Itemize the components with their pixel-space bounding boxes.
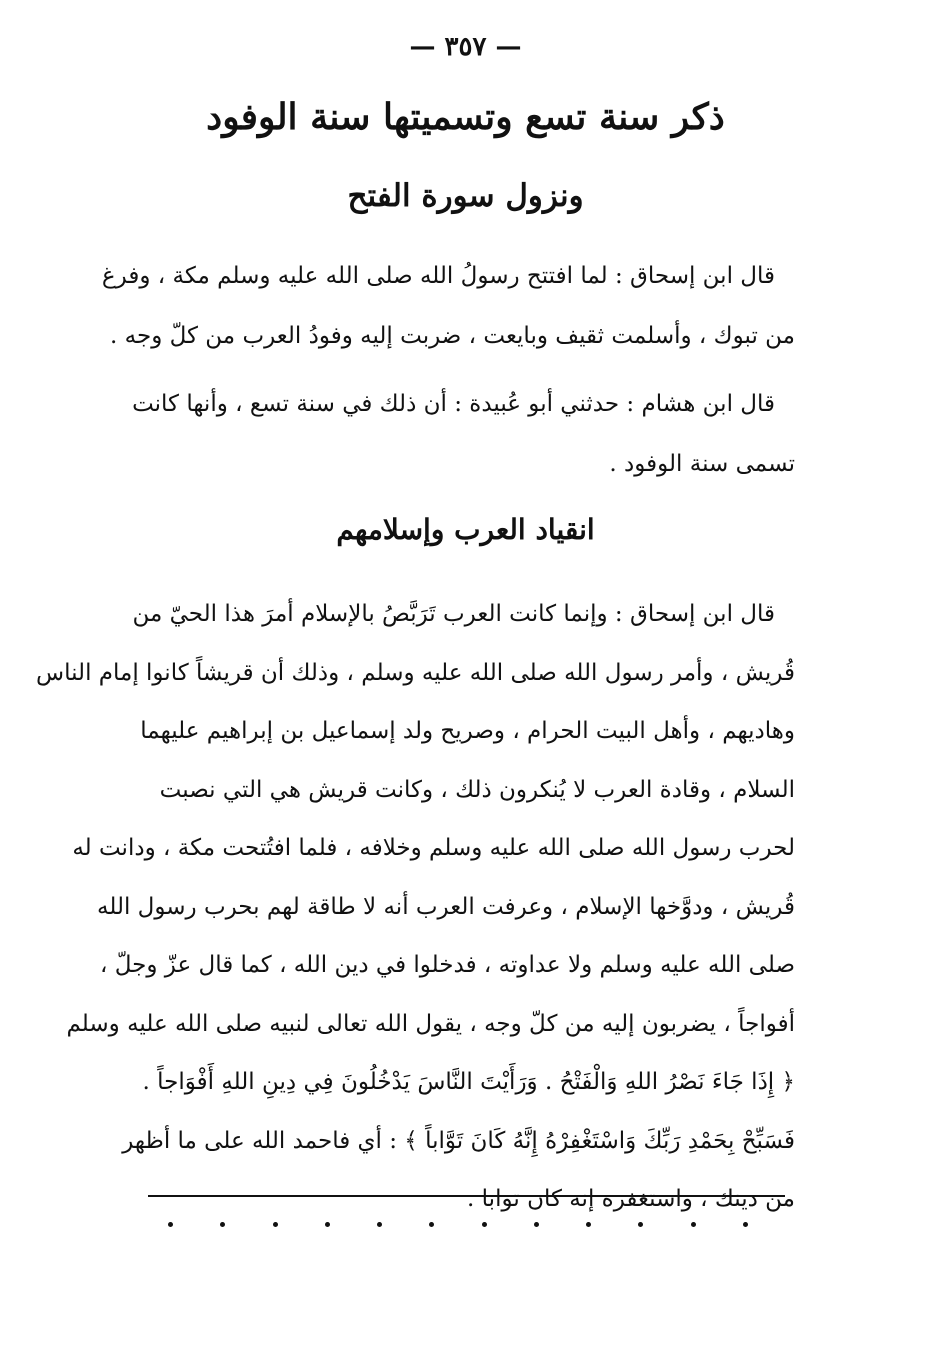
text-line: قال ابن إسحاق : وإنما كانت العرب تَرَبَّصُ بالإسلام أمرَ هذا الحيّ من	[132, 601, 775, 627]
chapter-subtitle: ونزول سورة الفتح	[347, 178, 584, 214]
text-line: قال ابن إسحاق : لما افتتح رسولُ الله صلى الله عليه وسلم مكة ، وفرغ	[101, 263, 775, 289]
text-line: من دينك ، واستغفره إنه كان توابا .	[467, 1186, 795, 1212]
dot-ornament	[273, 1222, 278, 1227]
dot-ornament	[743, 1222, 748, 1227]
text-line: قُريش ، ودوَّخها الإسلام ، وعرفت العرب أنه لا طاقة لهم بحرب رسول الله	[97, 893, 795, 920]
footer-divider	[148, 1195, 785, 1197]
dot-ornament	[586, 1222, 591, 1227]
dot-ornament	[168, 1222, 173, 1227]
text-line: قُريش ، وأمر رسول الله صلى الله عليه وسلم ، وذلك أن قريشاً كانوا إمام الناس	[36, 659, 795, 686]
dot-ornament	[691, 1222, 696, 1227]
dot-ornament	[325, 1222, 330, 1227]
dot-ornament	[429, 1222, 434, 1227]
paragraph-2	[132, 374, 795, 494]
dot-ornament	[638, 1222, 643, 1227]
dot-ornament	[482, 1222, 487, 1227]
text-line: أفواجاً ، يضربون إليه من كلّ وجه ، يقول الله تعالى لنبيه صلى الله عليه وسلم	[66, 1010, 795, 1037]
footer-dots	[168, 1222, 748, 1227]
section-heading: انقياد العرب وإسلامهم	[336, 513, 595, 546]
dot-ornament	[534, 1222, 539, 1227]
text-line: السلام ، وقادة العرب لا يُنكرون ذلك ، وكانت قريش هي التي نصبت	[159, 776, 795, 803]
text-line: تسمى سنة الوفود .	[609, 451, 795, 477]
text-line: صلى الله عليه وسلم ولا عداوته ، فدخلوا في دين الله ، كما قال عزّ وجلّ ،	[99, 952, 795, 978]
text-line: قال ابن هشام : حدثني أبو عُبيدة : أن ذلك في سنة تسع ، وأنها كانت	[132, 391, 775, 417]
page-number: — ٣٥٧ —	[409, 32, 522, 62]
text-line: من تبوك ، وأسلمت ثقيف وبايعت ، ضربت إليه وفودُ العرب من كلّ وجه .	[110, 323, 795, 349]
quran-line: ﴿ إِذَا جَاءَ نَصْرُ اللهِ وَالْفَتْحُ . وَرَأَيْتَ النَّاسَ يَدْخُلُونَ فِي دِينِ اللهِ أَفْوَاجاً .	[142, 1069, 795, 1095]
chapter-title: ذكر سنة تسع وتسميتها سنة الوفود	[206, 96, 725, 138]
dot-ornament	[377, 1222, 382, 1227]
text-line: وهاديهم ، وأهل البيت الحرام ، وصريح ولد إسماعيل بن إبراهيم عليهما	[140, 718, 795, 744]
paragraph-1	[101, 246, 795, 366]
text-line: لحرب رسول الله صلى الله عليه وسلم وخلافه ، فلما افتُتحت مكة ، ودانت له	[72, 835, 795, 861]
paragraph-3	[36, 585, 795, 1229]
quran-line: فَسَبِّحْ بِحَمْدِ رَبِّكَ وَاسْتَغْفِرْهُ إِنَّهُ كَانَ تَوَّاباً ﴾ : أي فاحمد الله على ما أظهر	[122, 1127, 795, 1154]
dot-ornament	[220, 1222, 225, 1227]
